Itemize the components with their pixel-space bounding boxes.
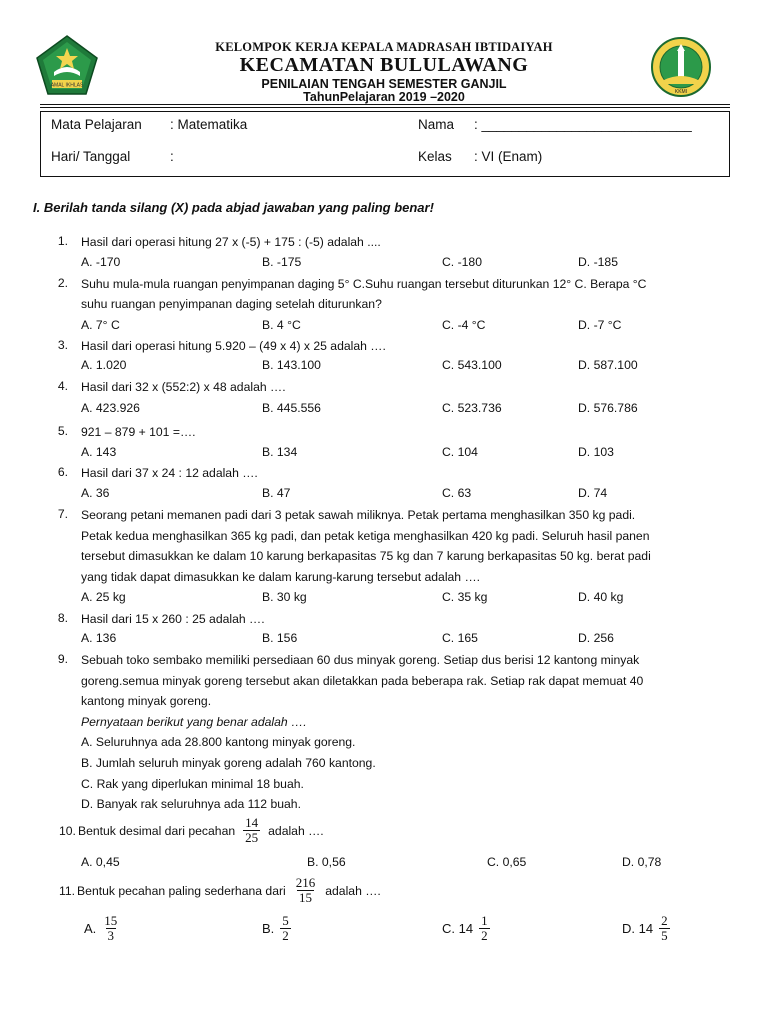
option-letter: A. (84, 921, 97, 936)
subject-label: Mata Pelajaran (51, 117, 142, 132)
question-number: 4. (57, 379, 68, 393)
question-number: 3. (57, 338, 68, 352)
fraction (280, 914, 291, 943)
option-letter: D. 14 (622, 921, 654, 936)
answer-option[interactable]: D. -7 °C (578, 318, 622, 332)
answer-option[interactable]: A. -170 (81, 255, 121, 269)
fraction (102, 914, 119, 943)
answer-option[interactable]: C. 35 kg (442, 590, 488, 604)
header-school-year: TahunPelajaran 2019 –2020 (303, 90, 465, 104)
header-divider (40, 104, 730, 105)
answer-option[interactable]: A. 1.020 (81, 358, 127, 372)
question-number: 7. (57, 507, 68, 521)
question-text: Bentuk pecahan paling sederhana dari (77, 883, 286, 898)
answer-option[interactable]: B. Jumlah seluruh minyak goreng adalah 760 kantong. (81, 756, 376, 770)
question-text: Sebuah toko sembako memiliki persediaan 60 dus minyak goreng. Setiap dus berisi 12 kantong minyak (81, 653, 640, 667)
question-number: 10. (59, 823, 76, 838)
question-number: 1. (57, 234, 68, 248)
answer-option[interactable]: D. 74 (578, 486, 608, 500)
question-text: tersebut dimasukkan ke dalam 10 karung berkapasitas 75 kg dan 7 karung berkapasitas 50 kg. berat padi (81, 549, 651, 563)
question-text: Hasil dari 32 x (552:2) x 48 adalah …. (81, 380, 286, 394)
fraction (294, 876, 318, 905)
question-text: Bentuk desimal dari pecahan (77, 823, 236, 838)
fraction-numerator: 2 (661, 913, 668, 928)
answer-option[interactable]: C. -180 (442, 255, 482, 269)
question-text: Suhu mula-mula ruangan penyimpanan daging 5° C.Suhu ruangan tersebut diturunkan 12° C. Berapa °C (81, 277, 647, 291)
question-number: 8. (57, 611, 68, 625)
question-text: Hasil dari operasi hitung 5.920 – (49 x 4) x 25 adalah …. (81, 339, 386, 353)
answer-option[interactable]: A. Seluruhnya ada 28.800 kantong minyak goreng. (81, 735, 356, 749)
fraction-numerator: 216 (295, 875, 316, 890)
question-text: Hasil dari 37 x 24 : 12 adalah …. (81, 466, 258, 480)
option-letter: C. 14 (442, 921, 474, 936)
answer-option[interactable] (84, 914, 119, 943)
fraction (659, 914, 670, 943)
answer-option[interactable]: B. 134 (262, 445, 298, 459)
question-text: Hasil dari 15 x 260 : 25 adalah …. (81, 612, 265, 626)
question-text: suhu ruangan penyimpanan daging setelah diturunkan? (81, 297, 382, 311)
answer-option[interactable]: A. 423.926 (81, 401, 140, 415)
fraction-denominator: 5 (661, 928, 668, 943)
header-divider-thin (40, 107, 730, 108)
answer-option[interactable] (622, 914, 670, 943)
answer-option[interactable]: A. 7° C (81, 318, 120, 332)
fraction-denominator: 2 (282, 928, 289, 943)
fraction-denominator: 15 (299, 890, 312, 905)
option-letter: B. (262, 921, 275, 936)
answer-option[interactable]: D. -185 (578, 255, 618, 269)
question-number: 2. (57, 276, 68, 290)
question-text: kantong minyak goreng. (81, 694, 212, 708)
answer-option[interactable]: A. 25 kg (81, 590, 126, 604)
answer-option[interactable] (442, 914, 490, 943)
answer-option[interactable]: C. Rak yang diperlukan minimal 18 buah. (81, 777, 304, 791)
answer-option[interactable]: C. 104 (442, 445, 478, 459)
fraction-numerator: 14 (245, 815, 259, 830)
fraction-denominator: 25 (245, 830, 259, 845)
question-statement: Pernyataan berikut yang benar adalah …. (81, 715, 307, 729)
name-label: Nama (418, 117, 455, 132)
question-text: Seorang petani memanen padi dari 3 petak sawah miliknya. Petak pertama menghasilkan 350 kg padi. (81, 508, 636, 522)
fraction-numerator: 1 (481, 913, 488, 928)
answer-option[interactable]: B. 445.556 (262, 401, 321, 415)
answer-option[interactable]: D. 587.100 (578, 358, 638, 372)
class-value: : VI (Enam) (474, 149, 543, 164)
question-number: 11. (59, 883, 76, 898)
answer-option[interactable]: C. 63 (442, 486, 472, 500)
header-organization: KELOMPOK KERJA KEPALA MADRASAH IBTIDAIYAH (215, 40, 553, 54)
question-number: 6. (57, 465, 68, 479)
answer-option[interactable]: D. 40 kg (578, 590, 624, 604)
answer-option[interactable]: C. 165 (442, 631, 478, 645)
fraction-denominator: 2 (481, 928, 488, 943)
answer-option[interactable]: D. 576.786 (578, 401, 638, 415)
fraction (479, 914, 490, 943)
answer-option[interactable]: B. 30 kg (262, 590, 307, 604)
question-number: 5. (57, 424, 68, 438)
answer-option[interactable]: B. 0,56 (307, 855, 346, 869)
question-10 (59, 816, 324, 845)
answer-option[interactable]: A. 0,45 (81, 855, 120, 869)
fraction-numerator: 5 (282, 913, 289, 928)
section-instruction: I. Berilah tanda silang (X) pada abjad jawaban yang paling benar! (33, 200, 434, 215)
answer-option[interactable]: C. 0,65 (487, 855, 527, 869)
kkmi-logo-label: KKMI (674, 89, 688, 95)
answer-option[interactable]: A. 143 (81, 445, 117, 459)
question-number: 9. (57, 652, 68, 666)
question-text: adalah …. (268, 823, 324, 838)
answer-option[interactable]: D. 103 (578, 445, 614, 459)
answer-option[interactable]: B. 143.100 (262, 358, 321, 372)
answer-option[interactable]: A. 36 (81, 486, 110, 500)
subject-value: : Matematika (170, 117, 248, 132)
class-label: Kelas (418, 149, 452, 164)
question-text: yang tidak dapat dimasukkan ke dalam karung-karung tersebut adalah …. (81, 570, 481, 584)
answer-option[interactable]: D. 256 (578, 631, 614, 645)
fraction-denominator: 3 (107, 928, 115, 943)
answer-option[interactable]: A. 136 (81, 631, 117, 645)
question-text: goreng.semua minyak goreng tersebut akan diletakkan pada beberapa rak. Setiap rak dapat memuat 40 (81, 674, 644, 688)
header-district: KECAMATAN BULULAWANG (239, 54, 529, 76)
question-text: 921 – 879 + 101 =…. (81, 425, 196, 439)
answer-option[interactable]: C. 543.100 (442, 358, 502, 372)
header-exam-title: PENILAIAN TENGAH SEMESTER GANJIL (261, 77, 507, 91)
fraction-numerator: 15 (104, 913, 118, 928)
question-text: Petak kedua menghasilkan 365 kg padi, dan petak ketiga menghasilkan 420 kg padi. Seluruh hasil panen (81, 529, 650, 543)
answer-option[interactable]: B. -175 (262, 255, 302, 269)
date-label: Hari/ Tanggal (51, 149, 131, 164)
answer-option[interactable]: C. -4 °C (442, 318, 486, 332)
answer-option[interactable] (262, 914, 291, 943)
name-field[interactable]: : ____________________________ (474, 117, 692, 132)
question-text: Hasil dari operasi hitung 27 x (-5) + 175 : (-5) adalah .... (81, 235, 381, 249)
answer-option[interactable]: B. 156 (262, 631, 298, 645)
answer-option[interactable]: D. Banyak rak seluruhnya ada 112 buah. (81, 797, 301, 811)
logo-motto: AMAL IKHLAS (50, 82, 84, 89)
date-value: : (170, 149, 174, 164)
fraction (243, 816, 260, 845)
answer-option[interactable]: C. 523.736 (442, 401, 502, 415)
answer-option[interactable]: B. 47 (262, 486, 291, 500)
question-text: adalah …. (325, 883, 381, 898)
answer-option[interactable]: D. 0,78 (622, 855, 662, 869)
question-11 (59, 876, 381, 905)
answer-option[interactable]: B. 4 °C (262, 318, 301, 332)
